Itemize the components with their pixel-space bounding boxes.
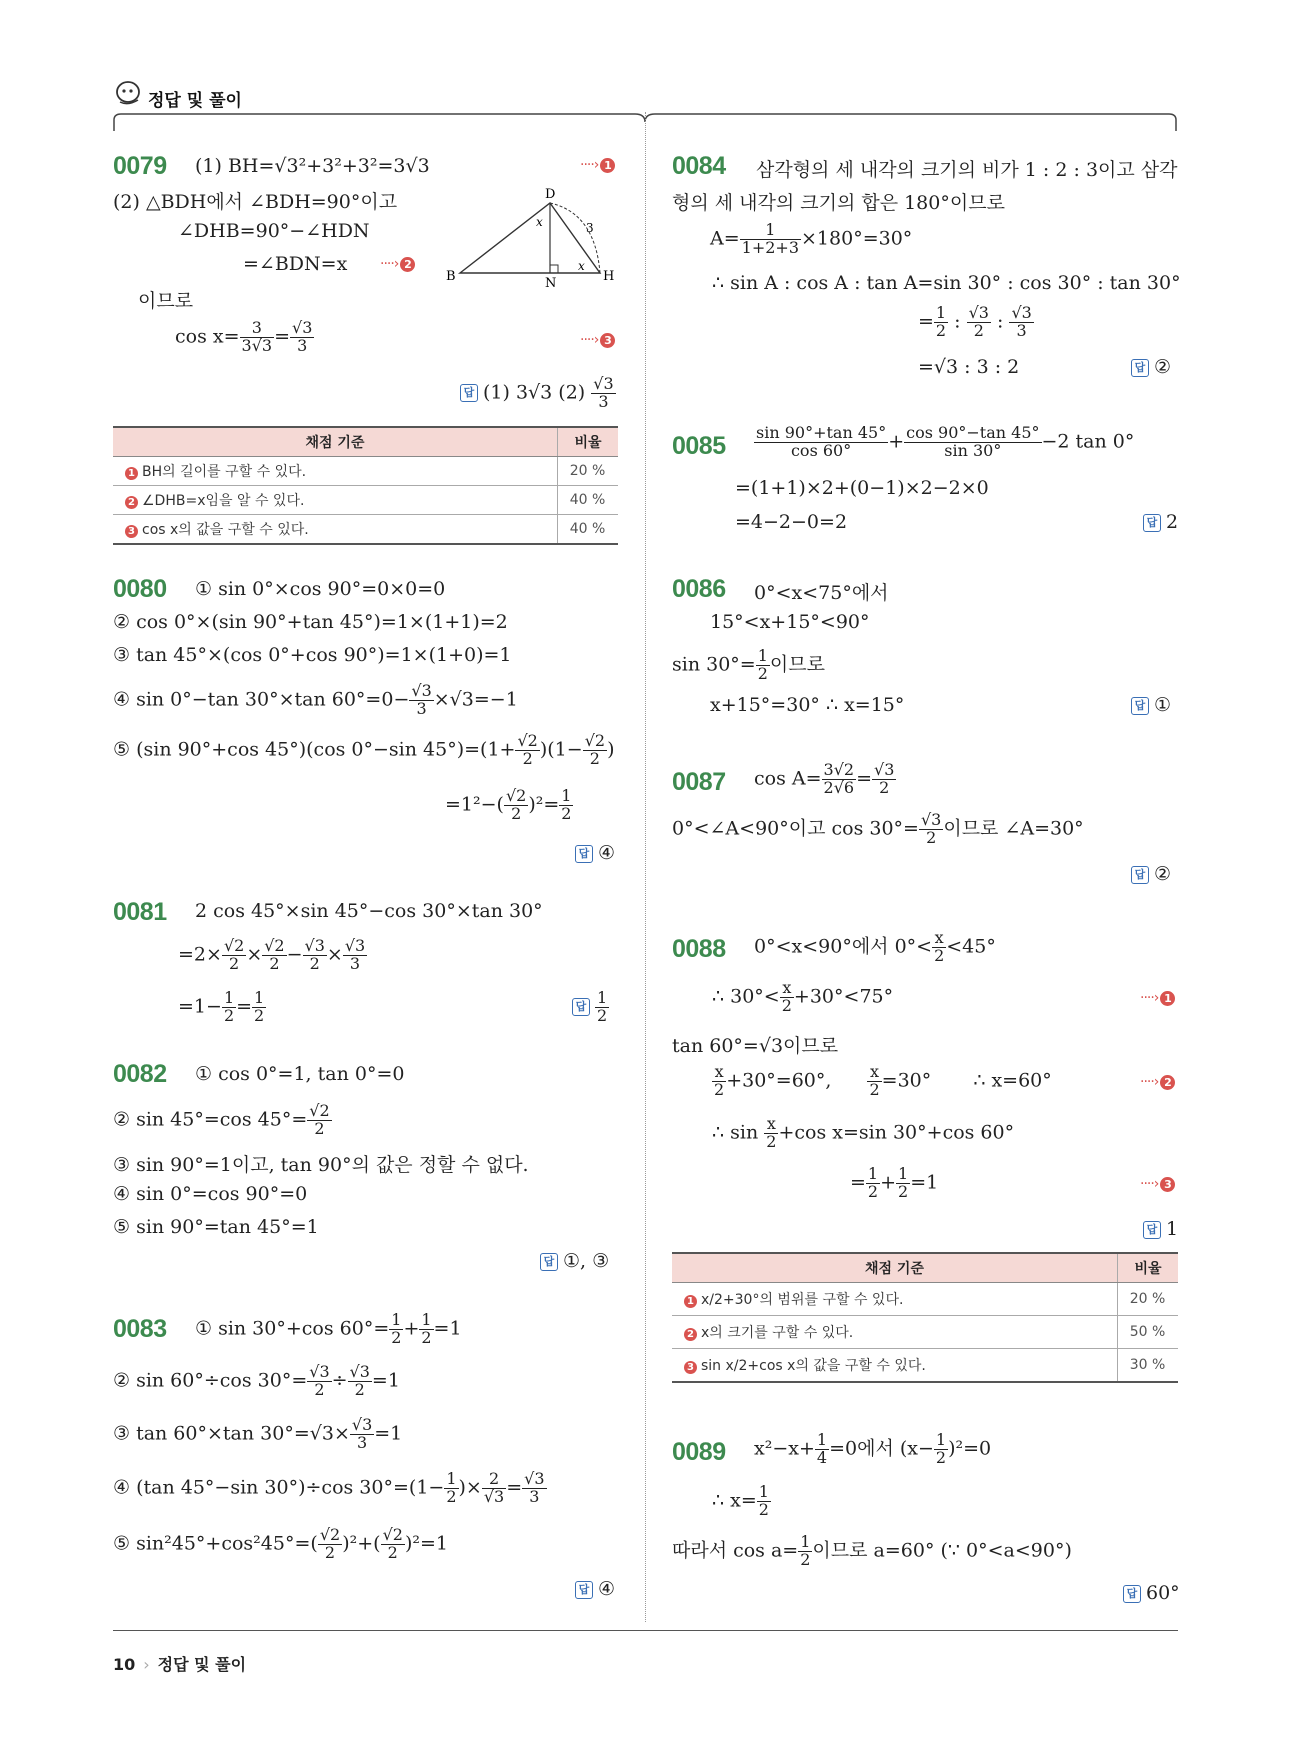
svg-text:x: x [536, 215, 543, 229]
solution-line: 0°<∠A<90°이고 cos 30°= $\frac{√3}{2}$ 이므로 ∠A=30° [672, 810, 1084, 847]
solution-line: 0°<x<75°에서 [754, 582, 889, 604]
problem-number: 0089 [672, 1438, 726, 1466]
solution-line: 2 cos 45°×sin 45°−cos 30°×tan 30° [195, 900, 543, 922]
svg-text:N: N [545, 276, 557, 288]
problem-number: 0087 [672, 768, 726, 796]
header-title: 정답 및 풀이 [148, 91, 242, 111]
footer-rule [113, 1630, 1178, 1631]
solution-line: sin 30°= $\frac{1}{2}$ 이므로 [672, 646, 825, 683]
answer-icon: 답 [1143, 1221, 1161, 1239]
problem-number: 0079 [113, 152, 167, 180]
problem-number: 0083 [113, 1315, 167, 1343]
table-row: 2 x의 크기를 구할 수 있다. 50 % [672, 1316, 1178, 1349]
solution-line: = $\frac{1}{2}$ : $\frac{√3}{2}$ : $\frac{√3}{3}$ [918, 303, 1032, 340]
answer: 답 ② [1131, 356, 1171, 378]
solution-line: ① sin 0°×cos 90°=0×0=0 [195, 578, 446, 600]
solution-line: cos A= $\frac{3√2}{2√6}$ = $\frac{√3}{2}$ [754, 760, 895, 797]
table-header: 채점 기준 [113, 427, 558, 457]
answer: 답 ④ [575, 842, 615, 864]
solution-line: 형의 세 내각의 크기의 합은 180°이므로 [672, 192, 1005, 214]
solution-line: ③ tan 60°×tan 30°=√3× $\frac{√3}{3}$ =1 [113, 1415, 403, 1452]
solution-line: ① sin 30°+cos 60°= $\frac{1}{2}$ + $\frac{1}{2}$ =1 [195, 1310, 462, 1347]
answer-icon: 답 [1143, 514, 1161, 532]
column-divider [645, 112, 646, 1622]
answer-icon: 답 [540, 1253, 558, 1271]
solution-line: =∠BDN=x [243, 253, 348, 275]
table-header: 비율 [1118, 1253, 1179, 1283]
solution-line: ∴ sin A : cos A : tan A=sin 30° : cos 30° : tan 30° [712, 272, 1181, 294]
solution-line: ∴ 30°< $\frac{x}{2}$ +30°<75° [712, 978, 894, 1015]
table-header: 채점 기준 [672, 1253, 1118, 1283]
problem-number: 0084 [672, 152, 726, 180]
answer: 답 (1) 3√3 (2) $\frac{√3}{3}$ [460, 376, 616, 411]
solution-line: ② sin 60°÷cos 30°= $\frac{√3}{2}$ ÷ $\frac{√3}{2}$ =1 [113, 1362, 400, 1399]
svg-text:B: B [446, 269, 456, 284]
solution-line: ④ sin 0°=cos 90°=0 [113, 1183, 308, 1205]
answer: 답 ④ [575, 1578, 615, 1600]
svg-text:x: x [578, 259, 585, 273]
solution-line: tan 60°=√3이므로 [672, 1035, 839, 1057]
solution-line: A= $\frac{1}{1+2+3}$ ×180°=30° [710, 220, 913, 257]
solution-line: =2× $\frac{√2}{2}$ × $\frac{√2}{2}$ − $\frac{√3}{2}$ × $\frac{√3}{3}$ [178, 936, 366, 973]
solution-line: ∠DHB=90°−∠HDN [178, 220, 370, 242]
solution-line: (1) BH=√3²+3²+3²=3√3 [195, 155, 430, 177]
problem-number: 0085 [672, 432, 726, 460]
solution-line: =(1+1)×2+(0−1)×2−2×0 [735, 477, 989, 499]
grading-table [672, 1252, 1178, 1383]
solution-line: 이므로 [138, 290, 194, 312]
mascot-icon [114, 80, 146, 110]
svg-text:3: 3 [586, 221, 594, 235]
footer-title: 정답 및 풀이 [157, 1655, 247, 1674]
solution-line: cos x= $\frac{3}{3√3}$ = $\frac{√3}{3}$ [175, 318, 313, 355]
solution-line: $\frac{\sin 90^\circ+\tan 45^\circ}{\cos 60^\circ}$ + $\frac{\cos 90^\circ-\tan 45^\circ}{\sin 30^\circ}$ −2 tan 0° [756, 423, 1135, 460]
solution-line: ③ tan 45°×(cos 0°+cos 90°)=1×(1+0)=1 [113, 644, 512, 666]
solution-line: ∴ sin $\frac{x}{2}$ +cos x=sin 30°+cos 60° [712, 1114, 1015, 1151]
solution-line: ④ (tan 45°−sin 30°)÷cos 30°=(1− $\frac{1}{2}$ )× $\frac{2}{√3}$ = $\frac{√3}{3}$ [113, 1469, 545, 1506]
grading-table [113, 426, 618, 545]
table-row: 3 sin x/2+cos x의 값을 구할 수 있다. 30 % [672, 1349, 1178, 1383]
table-header: 비율 [558, 427, 619, 457]
solution-line: x²−x+ $\frac{1}{4}$ =0에서 (x− $\frac{1}{2}$ )²=0 [754, 1430, 992, 1467]
answer-icon: 답 [575, 845, 593, 863]
table-row: 1 x/2+30°의 범위를 구할 수 있다. 20 % [672, 1283, 1178, 1316]
solution-line: =√3 : 3 : 2 [918, 356, 1020, 378]
step-marker: ····› 2 [380, 256, 415, 272]
step-marker: ····› 2 [1140, 1074, 1175, 1090]
solution-line: =4−2−0=2 [735, 511, 848, 533]
svg-text:D: D [545, 188, 556, 202]
footer [113, 1652, 246, 1675]
table-row: 1 BH의 길이를 구할 수 있다. 20 % [113, 457, 618, 486]
answer: 답 ①, ③ [540, 1250, 609, 1272]
problem-number: 0080 [113, 575, 167, 603]
solution-line: = $\frac{1}{2}$ + $\frac{1}{2}$ =1 [850, 1164, 939, 1201]
solution-line: ∴ x= $\frac{1}{2}$ [712, 1482, 769, 1519]
solution-line: 삼각형의 세 내각의 크기의 비가 1 : 2 : 3이고 삼각 [756, 159, 1178, 181]
solution-line: =1²−( $\frac{√2}{2}$ )²= $\frac{1}{2}$ [445, 786, 572, 823]
answer-icon: 답 [575, 1581, 593, 1599]
solution-line: 15°<x+15°<90° [710, 611, 870, 633]
solution-line: 0°<x<90°에서 0°< $\frac{x}{2}$ <45° [754, 928, 996, 965]
problem-number: 0086 [672, 575, 726, 603]
triangle-diagram [440, 188, 620, 288]
answer: 답 $\frac{1}{2}$ [572, 990, 609, 1025]
solution-line: ① cos 0°=1, tan 0°=0 [195, 1063, 405, 1085]
solution-line: $\frac{x}{2}$ +30°=60°, $\frac{x}{2}$ =30° ∴ x=60° [714, 1062, 1052, 1099]
problem-number: 0081 [113, 898, 167, 926]
answer: 답 1 [1143, 1218, 1178, 1240]
problem-number: 0088 [672, 935, 726, 963]
answer: 답 ① [1131, 694, 1171, 716]
solution-line: (2) △BDH에서 ∠BDH=90°이고 [113, 191, 398, 213]
solution-line: 따라서 cos a= $\frac{1}{2}$ 이므로 a=60° (∵ 0°<a<90°) [672, 1532, 1072, 1569]
step-marker: ····› 1 [580, 157, 615, 173]
solution-line: ④ sin 0°−tan 30°×tan 60°=0− $\frac{√3}{3}$ ×√3=−1 [113, 681, 518, 718]
solution-line: ⑤ (sin 90°+cos 45°)(cos 0°−sin 45°)=(1+ $\frac{√2}{2}$ )(1− $\frac{√2}{2}$ ) [113, 731, 615, 768]
solution-line: ② sin 45°=cos 45°= $\frac{√2}{2}$ [113, 1101, 330, 1138]
page-number: 10 [113, 1655, 136, 1674]
answer-icon: 답 [1123, 1585, 1141, 1603]
answer-icon: 답 [460, 384, 478, 402]
solution-line: =1− $\frac{1}{2}$ = $\frac{1}{2}$ [178, 988, 265, 1025]
svg-text:H: H [603, 269, 615, 284]
step-marker: ····› 3 [1140, 1176, 1175, 1192]
table-row: 3 cos x의 값을 구할 수 있다. 40 % [113, 515, 618, 545]
solution-line: ③ sin 90°=1이고, tan 90°의 값은 정할 수 없다. [113, 1154, 529, 1176]
answer: 답 60° [1123, 1582, 1180, 1604]
answer: 답 ② [1131, 863, 1171, 885]
answer-icon: 답 [1131, 359, 1149, 377]
solution-line: ⑤ sin²45°+cos²45°=( $\frac{√2}{2}$ )²+( $\frac{√2}{2}$ )²=1 [113, 1525, 448, 1562]
solution-line: ⑤ sin 90°=tan 45°=1 [113, 1216, 319, 1238]
solution-line: x+15°=30° ∴ x=15° [710, 694, 905, 716]
answer-icon: 답 [1131, 697, 1149, 715]
problem-number: 0082 [113, 1060, 167, 1088]
chevron-right-icon: › [143, 1655, 150, 1674]
step-marker: ····› 3 [580, 332, 615, 348]
answer: 답 2 [1143, 511, 1178, 533]
answer-icon: 답 [572, 998, 590, 1016]
table-row: 2 ∠DHB=x임을 알 수 있다. 40 % [113, 486, 618, 515]
answer-icon: 답 [1131, 866, 1149, 884]
step-marker: ····› 1 [1140, 990, 1175, 1006]
solution-line: ② cos 0°×(sin 90°+tan 45°)=1×(1+1)=2 [113, 611, 508, 633]
